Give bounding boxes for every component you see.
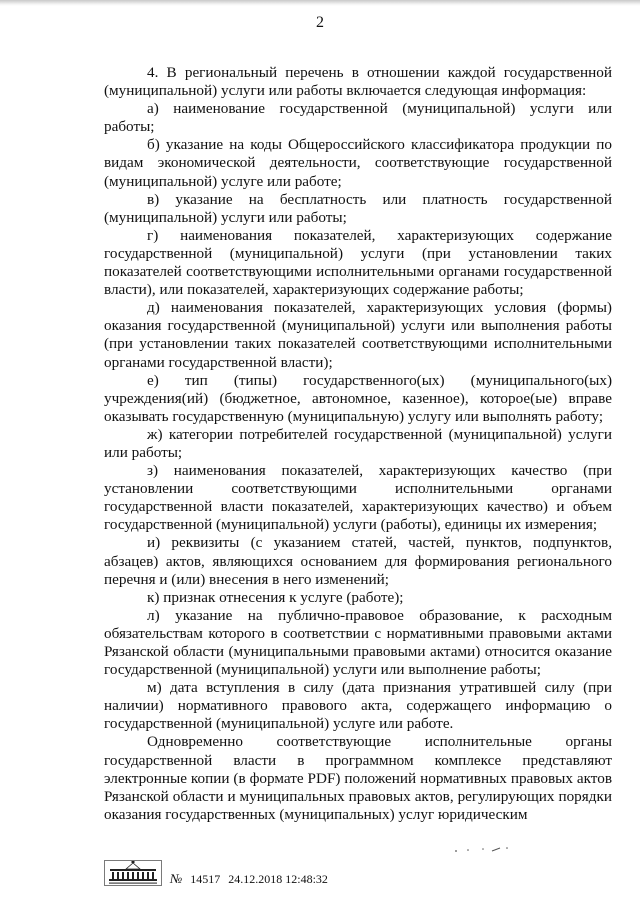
- number-sign: №: [170, 871, 183, 886]
- registration-datetime: 24.12.2018 12:48:32: [228, 872, 328, 886]
- page-number: 2: [316, 14, 324, 31]
- paragraph-clause-4: 4. В региональный перечень в отношении каждой государственной (муниципальной) услуги или работы включается следующая информация:: [104, 64, 612, 100]
- paragraph-item-i: и) реквизиты (с указанием статей, частей, пунктов, подпунктов, абзацев) актов, являющихся основанием для формирования регионального перечня и (или) внесения в него изменений;: [104, 534, 612, 588]
- paragraph-item-d: д) наименования показателей, характеризующих условия (формы) оказания государственной (муниципальной) услуги или выполнения работы (при установлении таких показателей соответствующими исполнительными органами государственной власти);: [104, 299, 612, 371]
- paragraph-item-e: е) тип (типы) государственного(ых) (муниципального(ых) учреждения(ий) (бюджетное, автономное, казенное), которое(ые) вправе оказывать государственную (муниципальную) услугу или выполнять работу;: [104, 371, 612, 425]
- government-building-logo: [104, 860, 162, 886]
- registration-stamp: [104, 858, 328, 886]
- document-body: [104, 64, 612, 824]
- paragraph-item-l: л) указание на публично-правовое образование, к расходным обязательствам которого в соответствии с нормативными правовыми актами Рязанской области (муниципальными правовыми актами) относится оказание государственной (муниципальной) услуги или выполнение работы;: [104, 606, 612, 679]
- paragraph-item-v: в) указание на бесплатность или платность государственной (муниципальной) услуги или работы;: [104, 190, 612, 226]
- paragraph-item-m: м) дата вступления в силу (дата признания утратившей силу (при наличии) нормативного правового акта, содержащего информацию о государственной (муниципальной) услуге или работе.: [104, 679, 612, 733]
- paragraph-item-k: к) признак отнесения к услуге (работе);: [147, 588, 404, 606]
- paragraph-item-g: г) наименования показателей, характеризующих содержание государственной (муниципальной) услуги (при установлении таких показателей соответствующими исполнительными органами государственной власти), или показателей, характеризующих содержание работы;: [104, 226, 612, 299]
- scan-marks: [452, 843, 512, 855]
- registration-number: 14517: [190, 872, 221, 886]
- paragraph-item-a: а) наименование государственной (муниципальной) услуги или работы;: [104, 100, 612, 136]
- paragraph-item-zh: ж) категории потребителей государственной (муниципальной) услуги или работы;: [104, 425, 612, 461]
- paragraph-item-b: б) указание на коды Общероссийского классификатора продукции по видам экономической деятельности, соответствующие государственной (муниципальной) услуге или работе;: [104, 136, 612, 190]
- paragraph-item-z: з) наименования показателей, характеризующих качество (при установлении соответствующими исполнительными органами государственной власти показателей, характеризующих качество) и объем государственной (муниципальной) услуги (работы), единицы их измерения;: [104, 462, 612, 534]
- paragraph-concurrently: Одновременно соответствующие исполнительные органы государственной власти в программном комплексе представляют электронные копии (в формате PDF) положений нормативных правовых актов Рязанской области и муниципальных правовых актов, регулирующих порядки оказания государственных (муниципальных) услуг юридическим: [104, 733, 612, 823]
- scan-top-edge: [0, 0, 640, 6]
